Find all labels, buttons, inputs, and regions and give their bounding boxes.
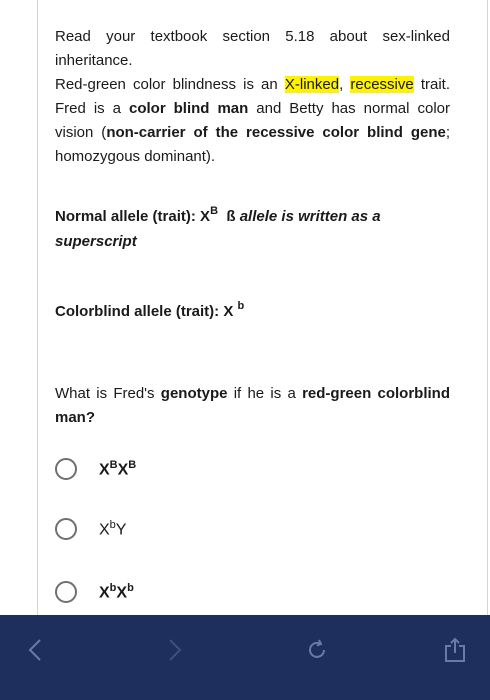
option-allele: X bbox=[116, 584, 128, 602]
option-allele: X bbox=[99, 461, 110, 479]
back-icon[interactable] bbox=[20, 635, 50, 665]
option-sup: B bbox=[128, 458, 137, 471]
red-green-colorblind-text: red-green colorblind man? bbox=[55, 385, 450, 426]
normal-allele-label: Normal allele (trait): bbox=[55, 208, 201, 225]
option-sup: b bbox=[127, 581, 134, 594]
color-blind-man-text: color blind man bbox=[128, 100, 249, 117]
intro-text-segment: Red-green color blindness is an bbox=[55, 76, 285, 93]
browser-toolbar bbox=[0, 615, 490, 700]
highlight-x-linked: X-linked bbox=[284, 76, 340, 93]
option-sup: B bbox=[109, 458, 118, 471]
question-text bbox=[55, 382, 450, 430]
non-carrier-text: non-carrier of the recessive color blind gene bbox=[106, 124, 446, 141]
allele-note: allele is written as a superscript bbox=[55, 208, 381, 250]
radio-button[interactable] bbox=[55, 518, 77, 540]
question-card bbox=[37, 0, 488, 615]
option-label bbox=[99, 519, 126, 539]
genotype-text: genotype bbox=[160, 385, 228, 402]
answer-option-3[interactable] bbox=[55, 581, 134, 603]
option-allele: X bbox=[99, 584, 110, 602]
forward-icon[interactable] bbox=[160, 635, 190, 665]
reload-icon[interactable] bbox=[302, 635, 332, 665]
question-segment: What is Fred's bbox=[55, 385, 161, 402]
option-allele: Y bbox=[115, 521, 127, 539]
normal-allele bbox=[55, 205, 450, 254]
normal-allele-x: X bbox=[200, 208, 211, 225]
answer-option-2[interactable] bbox=[55, 518, 126, 540]
normal-allele-sup: B bbox=[210, 205, 219, 217]
option-sup: b bbox=[109, 581, 117, 594]
radio-button[interactable] bbox=[55, 458, 77, 480]
intro-text-segment: and Betty has normal color vision ( bbox=[55, 100, 450, 141]
intro-text bbox=[55, 25, 450, 169]
colorblind-allele bbox=[55, 300, 450, 325]
option-sup: b bbox=[109, 518, 116, 531]
intro-line1: Read your textbook section 5.18 about sex-linked inheritance. bbox=[55, 28, 450, 69]
option-allele: X bbox=[117, 461, 129, 479]
highlight-recessive: recessive bbox=[350, 76, 414, 93]
intro-text-segment: ; homozygous dominant). bbox=[55, 124, 450, 165]
colorblind-allele-label: Colorblind allele (trait): bbox=[55, 303, 224, 320]
intro-text-segment: trait. Fred is a bbox=[55, 76, 451, 117]
intro-comma: , bbox=[339, 76, 351, 93]
radio-button[interactable] bbox=[55, 581, 77, 603]
option-label bbox=[99, 459, 136, 479]
allele-note-symbol: ß bbox=[226, 208, 236, 225]
intro-paragraph bbox=[55, 73, 450, 169]
answer-option-1[interactable] bbox=[55, 458, 136, 480]
option-label bbox=[99, 582, 134, 602]
colorblind-allele-x: X bbox=[223, 303, 234, 320]
question-segment: if he is a bbox=[227, 385, 303, 402]
colorblind-allele-sup: b bbox=[237, 300, 245, 312]
option-allele: X bbox=[99, 521, 110, 539]
share-icon[interactable] bbox=[440, 635, 470, 665]
